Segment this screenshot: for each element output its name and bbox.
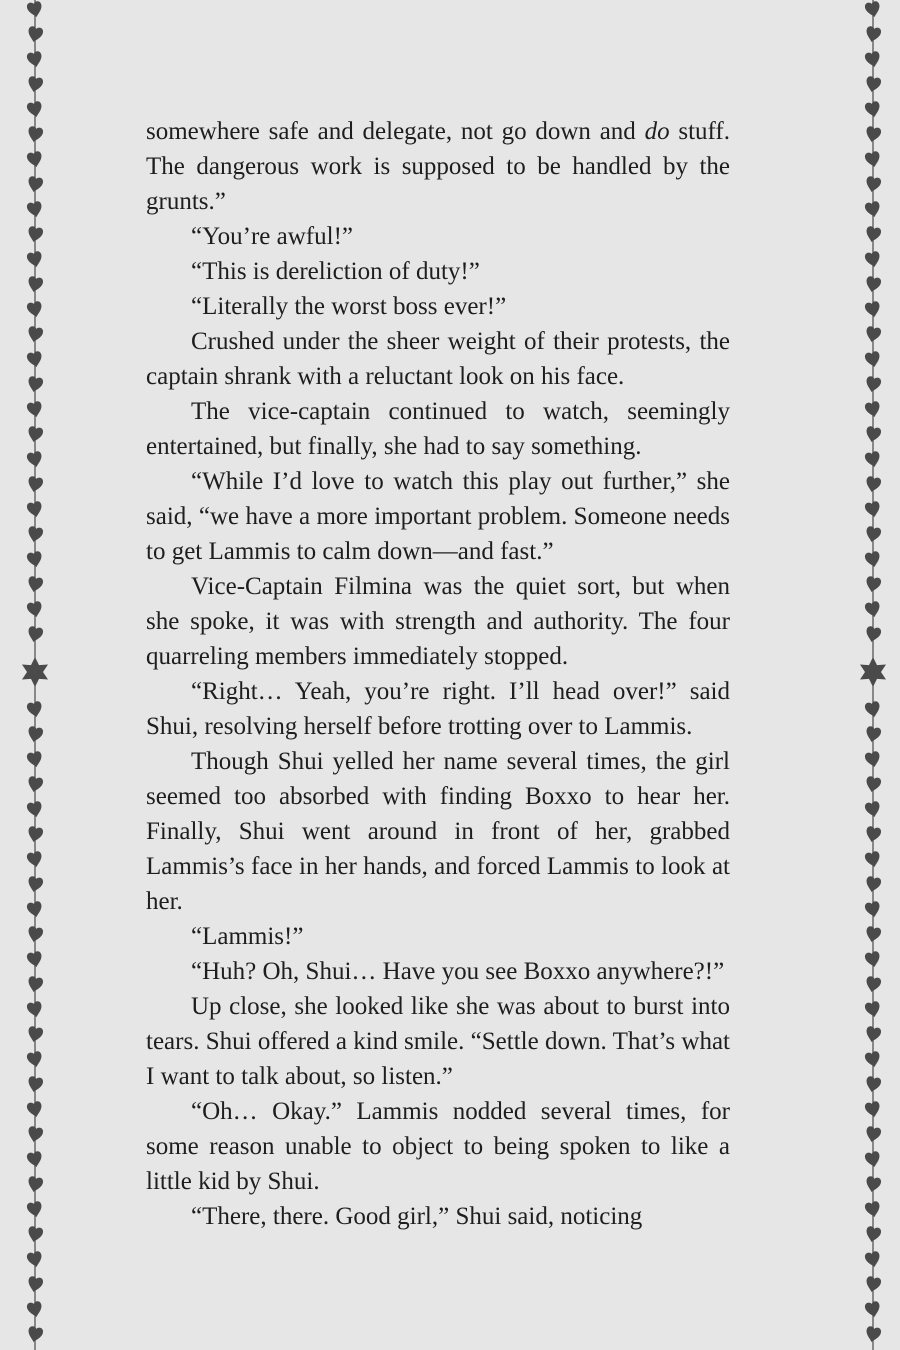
paragraph: Though Shui yelled her name several times, the girl seemed too absorbed with finding Boxxo to hear her. Finally, Shui went around in front of her, grabbed Lammis’s face in her hands, and forced Lammis to look at her.	[146, 748, 730, 915]
star-ornament-icon	[22, 657, 48, 687]
paragraph-continued	[146, 114, 730, 219]
emphasis-text: do	[644, 118, 670, 145]
heart-chain-border-icon	[858, 0, 888, 1350]
paragraph: “Huh? Oh, Shui… Have you see Boxxo anywhere?!”	[191, 958, 725, 985]
paragraph: “Oh… Okay.” Lammis nodded several times, for some reason unable to object to being spoken to like a little kid by Shui.	[146, 1098, 730, 1195]
paragraph: “While I’d love to watch this play out further,” she said, “we have a more important problem. Someone needs to get Lammis to calm down—and fast.”	[146, 468, 730, 565]
right-border-ornament	[858, 0, 888, 1350]
paragraph: “There, there. Good girl,” Shui said, noticing	[191, 1203, 643, 1230]
paragraph: Vice-Captain Filmina was the quiet sort, but when she spoke, it was with strength and authority. The four quarreling members immediately stopped.	[146, 573, 730, 670]
heart-chain-border-icon	[20, 0, 50, 1350]
star-ornament-icon	[860, 657, 886, 687]
paragraph: “Right… Yeah, you’re right. I’ll head over!” said Shui, resolving herself before trotting over to Lammis.	[146, 678, 730, 740]
paragraph: Up close, she looked like she was about to burst into tears. Shui offered a kind smile. “Settle down. That’s what I want to talk about, so listen.”	[146, 993, 730, 1090]
paragraph-text-after: stuff. The dangerous work is supposed to be handled by the grunts.”	[146, 118, 731, 215]
paragraph: Crushed under the sheer weight of their protests, the captain shrank with a reluctant look on his face.	[146, 328, 730, 390]
page-text-body	[146, 114, 730, 1234]
paragraph: “This is dereliction of duty!”	[191, 258, 480, 285]
paragraph: “Lammis!”	[191, 923, 304, 950]
paragraph: “Literally the worst boss ever!”	[191, 293, 507, 320]
paragraph-text-before: somewhere safe and delegate, not go down and	[146, 118, 645, 145]
paragraph: The vice-captain continued to watch, seemingly entertained, but finally, she had to say something.	[146, 398, 730, 460]
left-border-ornament	[20, 0, 50, 1350]
paragraph: “You’re awful!”	[191, 223, 353, 250]
